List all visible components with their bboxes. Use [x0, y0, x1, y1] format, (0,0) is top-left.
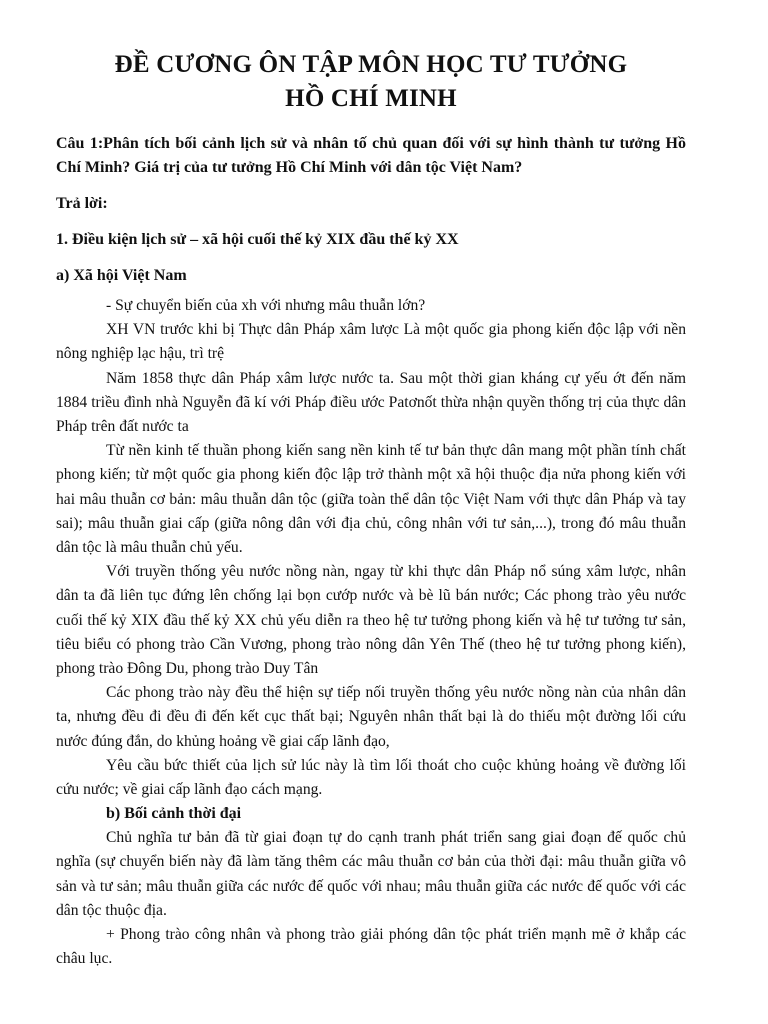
document-title [56, 48, 686, 116]
subsection-a-heading: a) Xã hội Việt Nam [56, 267, 187, 284]
title-line-2: HỒ CHÍ MINH [285, 85, 457, 112]
paragraph: XH VN trước khi bị Thực dân Pháp xâm lược Là một quốc gia phong kiến độc lập với nền nông nghiệp lạc hậu, trì trệ [56, 321, 686, 363]
answer-label: Trả lời: [56, 195, 108, 212]
paragraph: Yêu cầu bức thiết của lịch sử lúc này là tìm lối thoát cho cuộc khủng hoảng về đường lối cứu nước; về giai cấp lãnh đạo cách mạng. [56, 756, 686, 799]
title-line-1: ĐỀ CƯƠNG ÔN TẬP MÔN HỌC TƯ TƯỞNG [114, 51, 628, 78]
paragraph: Năm 1858 thực dân Pháp xâm lược nước ta. Sau một thời gian kháng cự yếu ớt đến năm 1884 triều đình nhà Nguyễn đã kí với Pháp điều ước Patơnốt thừa nhận quyền thống trị của thực dân Pháp trên đất nước ta [56, 369, 686, 436]
question-1: Câu 1:Phân tích bối cảnh lịch sử và nhân tố chủ quan đối với sự hình thành tư tưởng Hồ Chí Minh? Giá trị của tư tưởng Hồ Chí Minh với dân tộc Việt Nam? [56, 135, 686, 176]
paragraph: Từ nền kinh tế thuần phong kiến sang nền kinh tế tư bản thực dân mang một phần tính chất phong kiến; từ một quốc gia phong kiến độc lập trở thành một xã hội thuộc địa nửa phong kiến với hai mâu thuẫn cơ bản: mâu thuẫn dân tộc (giữa toàn thể dân tộc Việt Nam với thực dân Pháp và tay sai); mâu thuẫn giai cấp (giữa nông dân với địa chủ, công nhân với tư sản,...), trong đó mâu thuẫn dân tộc là mâu thuẫn chủ yếu. [56, 442, 686, 557]
paragraph: Với truyền thống yêu nước nồng nàn, ngay từ khi thực dân Pháp nổ súng xâm lược, nhân dân ta đã liên tục đứng lên chống lại bọn cướp nước và bè lũ bán nước; Các phong trào yêu nước cuối thế kỷ XIX đầu thế kỷ XX chủ yếu diễn ra theo hệ tư tưởng phong kiến và hệ tư tưởng tư sản, tiêu biểu có phong trào Cần Vương, phong trào nông dân Yên Thế (theo hệ tư tưởng phong kiến), phong trào Đông Du, phong trào Duy Tân [56, 563, 686, 678]
paragraph: - Sự chuyển biến của xh với nhưng mâu thuẫn lớn? [106, 297, 426, 314]
subsection-b-heading: b) Bối cảnh thời đại [106, 805, 242, 823]
paragraph: Chủ nghĩa tư bản đã từ giai đoạn tự do cạnh tranh phát triển sang giai đoạn đế quốc chủ nghĩa (sự chuyển biến này đã làm tăng thêm các mâu thuẫn cơ bản của thời đại: mâu thuẫn giữa vô sản và tư sản; mâu thuẫn giữa các nước đế quốc với nhau; mâu thuẫn giữa các nước đế quốc với các dân tộc thuộc địa. [56, 829, 686, 919]
paragraph: Các phong trào này đều thể hiện sự tiếp nối truyền thống yêu nước nồng nàn của nhân dân ta, nhưng đều đi đều đi đến kết cục thất bại; Nguyên nhân thất bại là do thiếu một đường lối cứu nước đúng đắn, do khủng hoảng về giai cấp lãnh đạo, [56, 684, 686, 750]
section-1-heading: 1. Điều kiện lịch sử – xã hội cuối thế kỷ XIX đầu thế kỷ XX [56, 231, 459, 248]
paragraph: + Phong trào công nhân và phong trào giải phóng dân tộc phát triển mạnh mẽ ở khắp các châu lục. [56, 926, 686, 968]
